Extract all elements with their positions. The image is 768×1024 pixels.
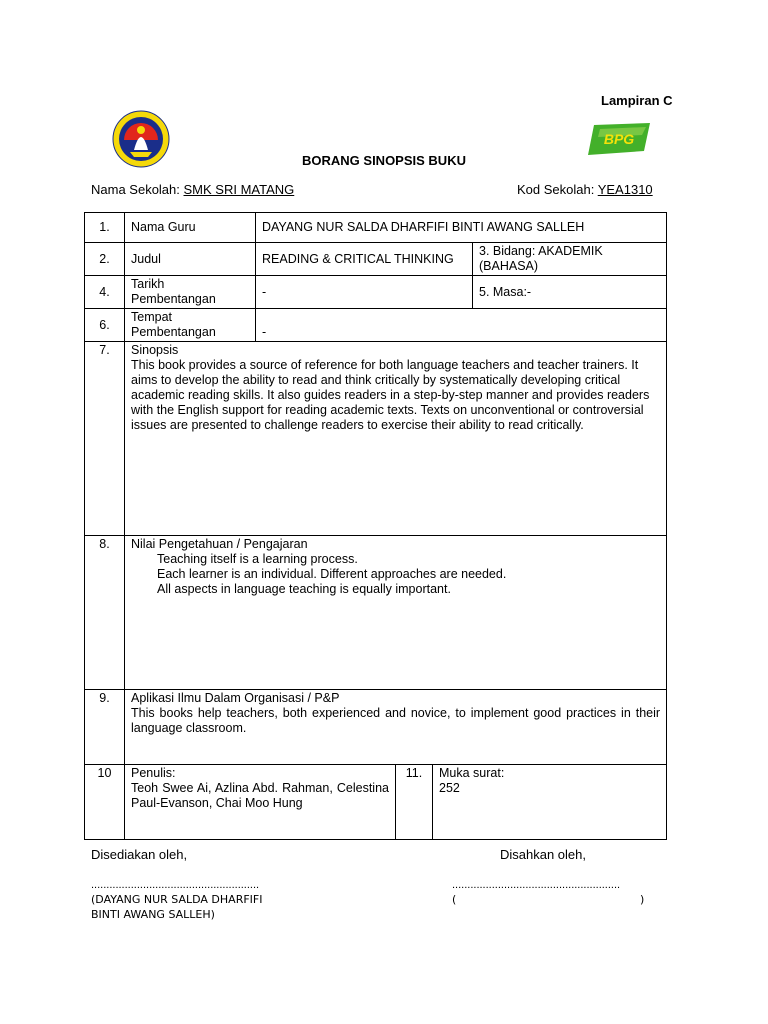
row-number: 9. [85,690,125,765]
penulis-cell [125,765,396,840]
sinopsis-label: Sinopsis [131,343,179,357]
row-number: 4. [85,276,125,309]
nama-sekolah-value: SMK SRI MATANG [183,182,295,197]
muka-surat-cell [433,765,667,840]
sinopsis-text: This book provides a source of reference for both language teachers and teacher trainers. It aims to develop the ability to read and think critically by systematically developing critical academic reading skills. It also guides readers in a step-by-step manner and provides readers with the English support for reading academic texts. Texts on unconventional or controversial issues are presented to challenge readers to exercise their ability to read critically. [131,358,650,432]
aplikasi-label: Aplikasi Ilmu Dalam Organisasi / P&P [131,691,340,705]
penulis-label: Penulis: [131,766,176,780]
bullet-glyph [131,582,157,597]
list-item [131,567,660,582]
row-number: 7. [85,342,125,536]
prepared-name-line-1: (DAYANG NUR SALDA DHARFIFI [91,893,263,906]
nilai-item-text: Each learner is an individual. Different approaches are needed. [157,567,507,581]
aplikasi-cell [125,690,667,765]
masa-value: 5. Masa:- [473,276,667,309]
row-tarikh [85,276,667,309]
tempat-value: - [256,309,667,342]
row-tempat [85,309,667,342]
list-item [131,582,660,597]
bullet-glyph [131,567,157,582]
prepared-by-label: Disediakan oleh, [91,847,188,862]
approved-signature-line: ....................................................... [452,879,621,891]
row-number: 10 [85,765,125,840]
nama-guru-value: DAYANG NUR SALDA DHARFIFI BINTI AWANG SALLEH [256,213,667,243]
nama-sekolah [91,182,294,197]
row-label: Tarikh Pembentangan [125,276,256,309]
list-item [131,552,660,567]
lampiran-label: Lampiran C [601,93,673,108]
row-label: Judul [125,243,256,276]
nilai-item-text: All aspects in language teaching is equally important. [157,582,451,596]
synopsis-form-table [84,212,667,840]
nilai-label: Nilai Pengetahuan / Pengajaran [131,537,308,551]
approved-name-open: ( [452,893,457,906]
prepared-signature-line: ....................................................... [91,879,260,891]
bpg-logo-text: BPG [603,131,635,147]
row-penulis [85,765,667,840]
row-sinopsis [85,342,667,536]
approved-name-close: ) [640,893,645,906]
tarikh-value: - [256,276,473,309]
muka-surat-label: Muka surat: [439,766,505,780]
row-number: 2. [85,243,125,276]
kod-sekolah [517,182,653,197]
row-aplikasi [85,690,667,765]
row-number: 6. [85,309,125,342]
kod-sekolah-value: YEA1310 [597,182,653,197]
row-number: 1. [85,213,125,243]
row-label: Tempat Pembentangan [125,309,256,342]
bullet-glyph [131,552,157,567]
row-label: Nama Guru [125,213,256,243]
judul-value: READING & CRITICAL THINKING [256,243,473,276]
row-number: 11. [396,765,433,840]
nilai-cell [125,536,667,690]
row-number: 8. [85,536,125,690]
nama-sekolah-label: Nama Sekolah: [91,182,184,197]
muka-surat-value: 252 [439,781,460,795]
row-judul [85,243,667,276]
sinopsis-cell [125,342,667,536]
nilai-item-text: Teaching itself is a learning process. [157,552,358,566]
penulis-text: Teoh Swee Ai, Azlina Abd. Rahman, Celestina Paul-Evanson, Chai Moo Hung [131,781,389,810]
prepared-name-line-2: BINTI AWANG SALLEH) [91,908,215,921]
row-nama-guru [85,213,667,243]
aplikasi-text: This books help teachers, both experienced and novice, to implement good practices in their language classroom. [131,706,661,735]
row-nilai [85,536,667,690]
page-title: BORANG SINOPSIS BUKU [302,153,466,168]
bpg-logo [586,121,652,157]
kod-sekolah-label: Kod Sekolah: [517,182,598,197]
bidang-value: 3. Bidang: AKADEMIK (BAHASA) [473,243,667,276]
approved-by-label: Disahkan oleh, [500,847,586,862]
